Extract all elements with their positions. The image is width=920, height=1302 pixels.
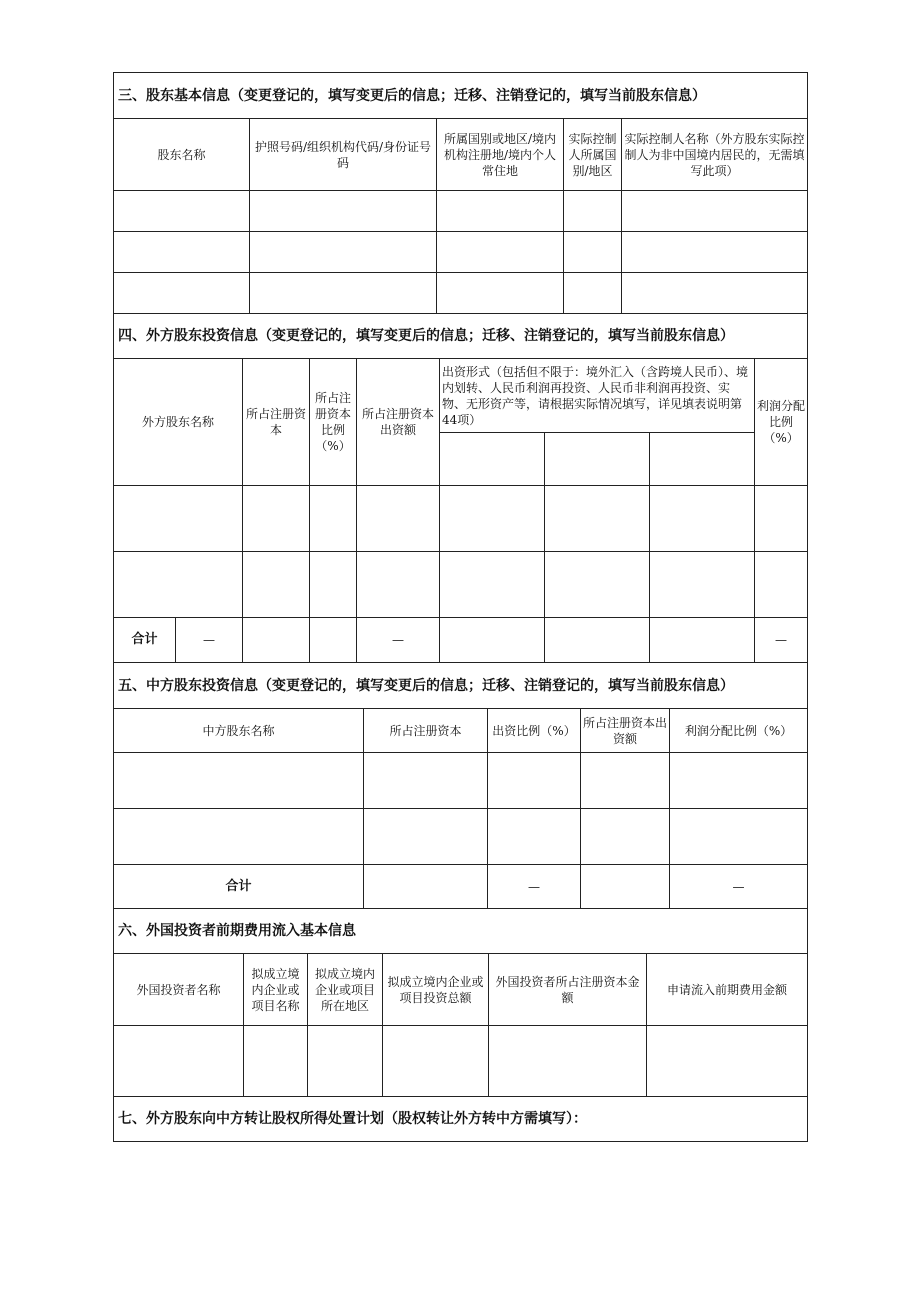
input-cell[interactable] (545, 486, 650, 552)
dash-cell: — (357, 618, 440, 663)
input-cell[interactable] (622, 273, 808, 314)
dash-cell: — (670, 865, 808, 909)
input-cell[interactable] (440, 486, 545, 552)
input-cell[interactable] (114, 809, 364, 865)
total-row (114, 618, 808, 663)
input-cell[interactable] (581, 809, 670, 865)
input-cell[interactable] (364, 809, 488, 865)
input-cell[interactable] (564, 232, 622, 273)
header-capital-amount: 所占注册资本出资额 (581, 709, 670, 753)
header-profit-ratio: 利润分配比例（%） (670, 709, 808, 753)
input-cell[interactable] (647, 1026, 808, 1097)
table-row (114, 273, 808, 314)
input-cell[interactable] (364, 865, 488, 909)
input-cell[interactable] (489, 1026, 647, 1097)
section-3-shareholder-basic-info (113, 72, 808, 314)
input-cell[interactable] (545, 433, 650, 486)
input-cell[interactable] (622, 191, 808, 232)
input-cell[interactable] (437, 232, 564, 273)
input-cell[interactable] (308, 1026, 383, 1097)
input-cell[interactable] (581, 753, 670, 809)
input-cell[interactable] (114, 753, 364, 809)
input-cell[interactable] (755, 486, 808, 552)
header-contribution-form: 出资形式（包括但不限于：境外汇入（含跨境人民币）、境内划转、人民币利润再投资、人民币非利润再投资、实物、无形资产等，请根据实际情况填写，详见填表说明第44项） (440, 359, 755, 433)
header-controller-name: 实际控制人名称（外方股东实际控制人为非中国境内居民的，无需填写此项） (622, 119, 808, 191)
header-registered-capital-amount: 外国投资者所占注册资本金额 (489, 954, 647, 1026)
total-label: 合计 (114, 618, 176, 663)
input-cell[interactable] (440, 433, 545, 486)
input-cell[interactable] (114, 273, 250, 314)
header-total-investment: 拟成立境内企业或项目投资总额 (383, 954, 489, 1026)
input-cell[interactable] (310, 486, 357, 552)
input-cell[interactable] (545, 618, 650, 663)
section-6-title: 六、外国投资者前期费用流入基本信息 (114, 909, 808, 954)
input-cell[interactable] (437, 273, 564, 314)
header-contribution-ratio: 出资比例（%） (488, 709, 581, 753)
input-cell[interactable] (357, 486, 440, 552)
header-profit-ratio: 利润分配比例（%） (755, 359, 808, 486)
input-cell[interactable] (250, 232, 437, 273)
section-5-title: 五、中方股东投资信息（变更登记的，填写变更后的信息；迁移、注销登记的，填写当前股东信息） (114, 663, 808, 709)
table-row (114, 809, 808, 865)
input-cell[interactable] (243, 618, 310, 663)
table-row (114, 753, 808, 809)
input-cell[interactable] (581, 865, 670, 909)
header-capital-ratio: 所占注册资本比例（%） (310, 359, 357, 486)
input-cell[interactable] (310, 618, 357, 663)
input-cell[interactable] (243, 486, 310, 552)
input-cell[interactable] (437, 191, 564, 232)
section-7-disposal-plan (113, 1096, 808, 1142)
input-cell[interactable] (383, 1026, 489, 1097)
input-cell[interactable] (670, 809, 808, 865)
input-cell[interactable] (114, 191, 250, 232)
input-cell[interactable] (650, 433, 755, 486)
header-capital-amount: 所占注册资本出资额 (357, 359, 440, 486)
table-row (114, 191, 808, 232)
header-shareholder-name: 股东名称 (114, 119, 250, 191)
input-cell[interactable] (650, 618, 755, 663)
input-cell[interactable] (440, 552, 545, 618)
header-controller-country: 实际控制人所属国别/地区 (564, 119, 622, 191)
input-cell[interactable] (545, 552, 650, 618)
input-cell[interactable] (622, 232, 808, 273)
input-cell[interactable] (250, 191, 437, 232)
input-cell[interactable] (564, 273, 622, 314)
input-cell[interactable] (114, 1026, 244, 1097)
input-cell[interactable] (243, 552, 310, 618)
header-project-location: 拟成立境内企业或项目所在地区 (308, 954, 383, 1026)
total-row (114, 865, 808, 909)
input-cell[interactable] (440, 618, 545, 663)
header-country-region: 所属国别或地区/境内机构注册地/境内个人常住地 (437, 119, 564, 191)
section-5-chinese-investment (113, 662, 808, 909)
input-cell[interactable] (650, 486, 755, 552)
table-row (114, 552, 808, 618)
total-label: 合计 (114, 865, 364, 909)
input-cell[interactable] (670, 753, 808, 809)
input-cell[interactable] (364, 753, 488, 809)
table-row (114, 1026, 808, 1097)
input-cell[interactable] (114, 486, 243, 552)
dash-cell: — (488, 865, 581, 909)
input-cell[interactable] (488, 753, 581, 809)
dash-cell: — (755, 618, 808, 663)
input-cell[interactable] (650, 552, 755, 618)
header-expense-amount: 申请流入前期费用金额 (647, 954, 808, 1026)
section-4-foreign-investment (113, 313, 808, 663)
header-registered-capital: 所占注册资本 (243, 359, 310, 486)
table-row (114, 486, 808, 552)
header-chinese-shareholder-name: 中方股东名称 (114, 709, 364, 753)
input-cell[interactable] (310, 552, 357, 618)
input-cell[interactable] (755, 552, 808, 618)
section-6-preliminary-expenses (113, 908, 808, 1097)
header-registered-capital: 所占注册资本 (364, 709, 488, 753)
dash-cell: — (176, 618, 243, 663)
input-cell[interactable] (244, 1026, 308, 1097)
input-cell[interactable] (488, 809, 581, 865)
input-cell[interactable] (114, 232, 250, 273)
header-foreign-investor-name: 外国投资者名称 (114, 954, 244, 1026)
header-id-number: 护照号码/组织机构代码/身份证号码 (250, 119, 437, 191)
header-project-name: 拟成立境内企业或项目名称 (244, 954, 308, 1026)
input-cell[interactable] (250, 273, 437, 314)
table-row (114, 232, 808, 273)
input-cell[interactable] (114, 552, 243, 618)
input-cell[interactable] (564, 191, 622, 232)
header-foreign-shareholder-name: 外方股东名称 (114, 359, 243, 486)
section-4-title: 四、外方股东投资信息（变更登记的，填写变更后的信息；迁移、注销登记的，填写当前股东信息） (114, 314, 808, 359)
input-cell[interactable] (357, 552, 440, 618)
section-7-title: 七、外方股东向中方转让股权所得处置计划（股权转让外方转中方需填写）： (114, 1097, 808, 1142)
section-3-title: 三、股东基本信息（变更登记的，填写变更后的信息；迁移、注销登记的，填写当前股东信息） (114, 73, 808, 119)
